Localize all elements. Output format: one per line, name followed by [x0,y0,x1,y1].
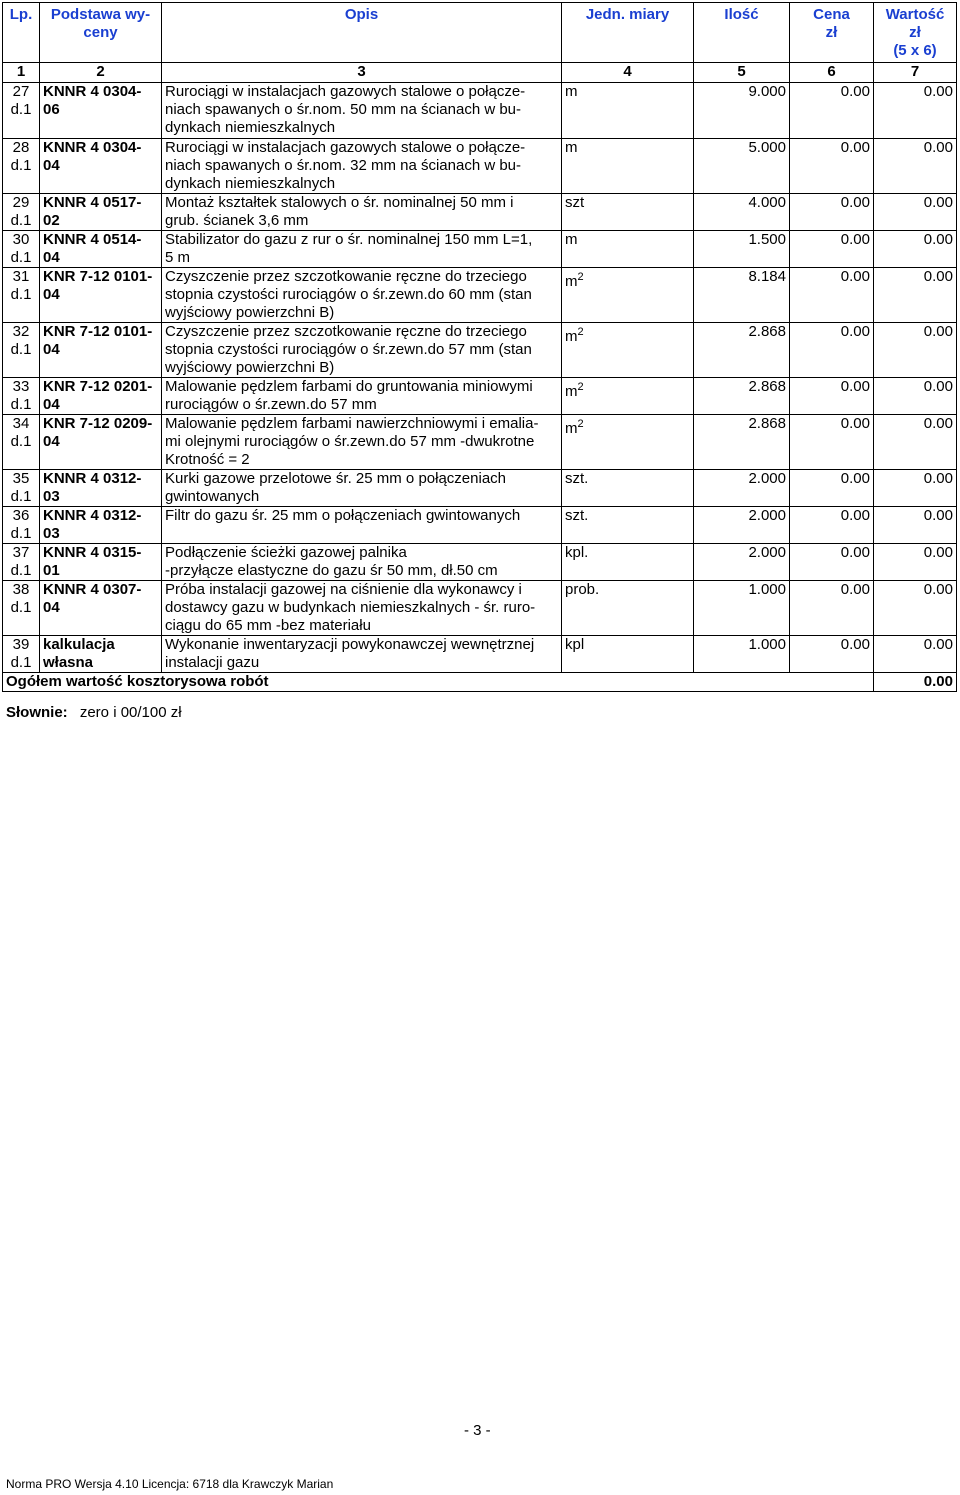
row-base-line2: 04 [43,396,60,413]
header-price-line2: zł [825,24,838,41]
col-number: 5 [694,63,790,83]
row-price: 0.00 [790,378,874,415]
row-lp-number: 34 [12,415,30,432]
row-base-line1: KNNR 4 0304- [43,139,142,156]
row-value: 0.00 [874,415,957,470]
table-row [3,544,957,581]
row-lp-number: 37 [12,544,30,561]
row-lp [3,139,40,194]
row-base [40,544,162,581]
row-value: 0.00 [874,470,957,507]
row-base-line1: KNR 7-12 0209- [43,415,153,432]
row-base-line1: KNNR 4 0307- [43,581,142,598]
header-value [874,3,957,63]
row-description [162,415,562,470]
row-value: 0.00 [874,636,957,673]
row-lp-section: d.1 [10,286,32,303]
row-description-line: grub. ścianek 3,6 mm [165,212,309,229]
row-price: 0.00 [790,636,874,673]
row-description-line: mi olejnymi rurociągów o śr.zewn.do 57 mm -dwukrotne [165,433,535,450]
table-row [3,378,957,415]
row-description-line: -przyłącze elastyczne do gazu śr 50 mm, dł.50 cm [165,562,498,579]
row-base-line2: 04 [43,599,60,616]
header-desc: Opis [162,3,562,63]
table-row [3,507,957,544]
total-row [3,673,957,692]
row-unit [562,268,694,323]
row-lp-section: d.1 [10,525,32,542]
row-lp [3,507,40,544]
row-lp-section: d.1 [10,562,32,579]
row-description-line: instalacji gazu [165,654,260,671]
row-lp-section: d.1 [10,599,32,616]
total-label: Ogółem wartość kosztorysowa robót [3,673,874,692]
row-base-line2: 06 [43,101,60,118]
row-unit-exponent: 2 [577,326,584,338]
row-lp [3,581,40,636]
row-base-line2: 03 [43,488,60,505]
row-lp [3,470,40,507]
row-lp [3,378,40,415]
row-description [162,507,562,544]
row-unit: szt. [562,470,694,507]
row-base-line2: 04 [43,157,60,174]
row-quantity: 2.000 [694,507,790,544]
row-base [40,378,162,415]
row-description [162,231,562,268]
row-base-line2: 04 [43,433,60,450]
row-lp-number: 32 [12,323,30,340]
header-base [40,3,162,63]
row-base-line1: KNNR 4 0312- [43,470,142,487]
row-lp [3,415,40,470]
table-row [3,83,957,139]
row-description-line: Czyszczenie przez szczotkowanie ręczne do trzeciego [165,323,527,340]
row-quantity: 2.868 [694,378,790,415]
row-base-line1: KNR 7-12 0201- [43,378,153,395]
row-lp [3,323,40,378]
table-body [3,83,957,673]
table-row [3,231,957,268]
row-description-line: Malowanie pędzlem farbami do gruntowania miniowymi [165,378,533,395]
amount-in-words [6,704,182,721]
row-description [162,268,562,323]
row-description-line: stopnia czystości rurociągów o śr.zewn.do 60 mm (stan [165,286,532,303]
row-base-line2: 02 [43,212,60,229]
row-description-line: Montaż kształtek stalowych o śr. nominalnej 50 mm i [165,194,514,211]
row-lp-section: d.1 [10,341,32,358]
row-description-line: Stabilizator do gazu z rur o śr. nominalnej 150 mm L=1, [165,231,533,248]
row-base [40,470,162,507]
row-base [40,194,162,231]
row-base-line1: KNNR 4 0312- [43,507,142,524]
table-row [3,636,957,673]
row-description [162,194,562,231]
row-description [162,581,562,636]
row-unit: m [562,83,694,139]
row-base-line1: kalkulacja [43,636,115,653]
row-description-line: dostawcy gazu w budynkach niemieszkalnych - śr. ruro- [165,599,536,616]
row-base-line2: 04 [43,286,60,303]
row-value: 0.00 [874,139,957,194]
row-price: 0.00 [790,581,874,636]
row-base-line1: KNNR 4 0517- [43,194,142,211]
row-description [162,139,562,194]
row-quantity: 1.500 [694,231,790,268]
row-description-line: Podłączenie ścieżki gazowej palnika [165,544,407,561]
row-description-line: niach spawanych o śr.nom. 50 mm na ścianach w bu- [165,101,522,118]
row-base-line1: KNNR 4 0315- [43,544,142,561]
row-unit-exponent: 2 [577,381,584,393]
row-quantity: 1.000 [694,581,790,636]
row-price: 0.00 [790,268,874,323]
row-description-line: wyjściowy powierzchni B) [165,359,335,376]
row-description-line: Rurociągi w instalacjach gazowych stalowe o połącze- [165,83,526,100]
col-number: 2 [40,63,162,83]
table-row [3,139,957,194]
amount-in-words-value: zero i 00/100 zł [79,704,182,721]
row-unit: m [562,139,694,194]
row-base-line1: KNNR 4 0304- [43,83,142,100]
row-unit-base: m [565,420,578,437]
row-value: 0.00 [874,378,957,415]
row-value: 0.00 [874,323,957,378]
table-header-row [3,3,957,63]
header-unit: Jedn. miary [562,3,694,63]
row-description-line: Czyszczenie przez szczotkowanie ręczne do trzeciego [165,268,527,285]
row-value: 0.00 [874,268,957,323]
row-value: 0.00 [874,581,957,636]
row-description-line: 5 m [165,249,191,266]
row-description-line: Wykonanie inwentaryzacji powykonawczej wewnętrznej [165,636,535,653]
table-row [3,194,957,231]
row-value: 0.00 [874,507,957,544]
header-value-line3: (5 x 6) [893,42,937,59]
row-lp-number: 39 [12,636,30,653]
row-unit: m [562,231,694,268]
row-price: 0.00 [790,544,874,581]
row-lp-section: d.1 [10,212,32,229]
row-base-line2: własna [43,654,94,671]
row-lp-section: d.1 [10,101,32,118]
row-lp [3,636,40,673]
row-lp-section: d.1 [10,654,32,671]
row-description-line: dynkach niemieszkalnych [165,119,336,136]
row-base-line1: KNR 7-12 0101- [43,268,153,285]
row-base [40,268,162,323]
header-price-line1: Cena [813,6,850,23]
row-quantity: 2.868 [694,323,790,378]
row-quantity: 2.000 [694,544,790,581]
header-value-line2: zł [909,24,921,41]
row-quantity: 9.000 [694,83,790,139]
row-unit-base: m [565,328,578,345]
row-description-line: gwintowanych [165,488,260,505]
row-unit [562,415,694,470]
row-description-line: Próba instalacji gazowej na ciśnienie dla wykonawcy i [165,581,522,598]
col-number: 1 [3,63,40,83]
row-description-line: Kurki gazowe przelotowe śr. 25 mm o połączeniach [165,470,507,487]
col-number: 4 [562,63,694,83]
table-row [3,581,957,636]
row-base-line2: 01 [43,562,60,579]
row-base-line1: KNR 7-12 0101- [43,323,153,340]
header-base-line2: ceny [83,24,118,41]
row-base [40,83,162,139]
row-base [40,323,162,378]
table-row [3,415,957,470]
row-description-line: Malowanie pędzlem farbami nawierzchniowymi i emalia- [165,415,539,432]
row-lp-section: d.1 [10,396,32,413]
table-row [3,470,957,507]
row-value: 0.00 [874,544,957,581]
row-unit: kpl [562,636,694,673]
row-unit [562,323,694,378]
row-quantity: 2.868 [694,415,790,470]
row-lp [3,268,40,323]
header-price [790,3,874,63]
col-number: 3 [162,63,562,83]
table-row [3,268,957,323]
row-description [162,83,562,139]
row-quantity: 1.000 [694,636,790,673]
row-base [40,231,162,268]
header-value-line1: Wartość [885,6,945,23]
row-lp-section: d.1 [10,488,32,505]
row-lp-number: 31 [12,268,30,285]
row-price: 0.00 [790,470,874,507]
row-unit: kpl. [562,544,694,581]
row-lp [3,83,40,139]
row-base-line2: 03 [43,525,60,542]
row-unit-base: m [565,383,578,400]
header-base-line1: Podstawa wy- [50,6,151,23]
row-lp-number: 36 [12,507,30,524]
row-description [162,323,562,378]
row-lp-number: 27 [12,83,30,100]
row-description-line: ciągu do 65 mm -bez materiału [165,617,371,634]
row-description-line: Filtr do gazu śr. 25 mm o połączeniach gwintowanych [165,507,521,524]
header-qty: Ilość [694,3,790,63]
row-price: 0.00 [790,231,874,268]
row-lp [3,544,40,581]
row-description-line: Krotność = 2 [165,451,250,468]
row-description-line: rurociągów o śr.zewn.do 57 mm [165,396,377,413]
row-unit-exponent: 2 [577,271,584,283]
row-lp-section: d.1 [10,433,32,450]
row-lp-number: 38 [12,581,30,598]
row-description-line: niach spawanych o śr.nom. 32 mm na ścianach w bu- [165,157,522,174]
amount-in-words-label: Słownie: [6,704,68,721]
row-description-line: wyjściowy powierzchni B) [165,304,335,321]
row-lp [3,231,40,268]
row-quantity: 2.000 [694,470,790,507]
cost-estimate-table [2,2,957,692]
page-number: - 3 - [464,1422,491,1439]
row-base-line2: 04 [43,249,60,266]
row-price: 0.00 [790,83,874,139]
software-footer: Norma PRO Wersja 4.10 Licencja: 6718 dla Krawczyk Marian [6,1477,334,1491]
row-description [162,378,562,415]
row-base [40,581,162,636]
row-lp-number: 35 [12,470,30,487]
total-value: 0.00 [874,673,957,692]
row-base [40,139,162,194]
row-unit-base: m [565,273,578,290]
row-quantity: 4.000 [694,194,790,231]
col-number: 7 [874,63,957,83]
row-quantity: 5.000 [694,139,790,194]
row-description-line: dynkach niemieszkalnych [165,175,336,192]
row-description-line: stopnia czystości rurociągów o śr.zewn.do 57 mm (stan [165,341,532,358]
row-value: 0.00 [874,83,957,139]
header-lp: Lp. [3,3,40,63]
row-price: 0.00 [790,139,874,194]
row-price: 0.00 [790,415,874,470]
row-description [162,544,562,581]
row-description [162,636,562,673]
row-base-line1: KNNR 4 0514- [43,231,142,248]
row-base [40,636,162,673]
row-quantity: 8.184 [694,268,790,323]
row-unit: szt. [562,507,694,544]
row-unit-exponent: 2 [577,418,584,430]
row-value: 0.00 [874,231,957,268]
row-unit: szt [562,194,694,231]
column-number-row [3,63,957,83]
row-base-line2: 04 [43,341,60,358]
row-value: 0.00 [874,194,957,231]
row-lp-number: 28 [12,139,30,156]
row-price: 0.00 [790,507,874,544]
table-row [3,323,957,378]
row-price: 0.00 [790,194,874,231]
row-lp [3,194,40,231]
row-price: 0.00 [790,323,874,378]
row-description [162,470,562,507]
col-number: 6 [790,63,874,83]
row-lp-number: 30 [12,231,30,248]
row-lp-section: d.1 [10,249,32,266]
row-unit [562,378,694,415]
row-description-line: Rurociągi w instalacjach gazowych stalowe o połącze- [165,139,526,156]
row-lp-number: 29 [12,194,30,211]
row-lp-number: 33 [12,378,30,395]
row-lp-section: d.1 [10,157,32,174]
row-unit: prob. [562,581,694,636]
row-base [40,415,162,470]
row-base [40,507,162,544]
